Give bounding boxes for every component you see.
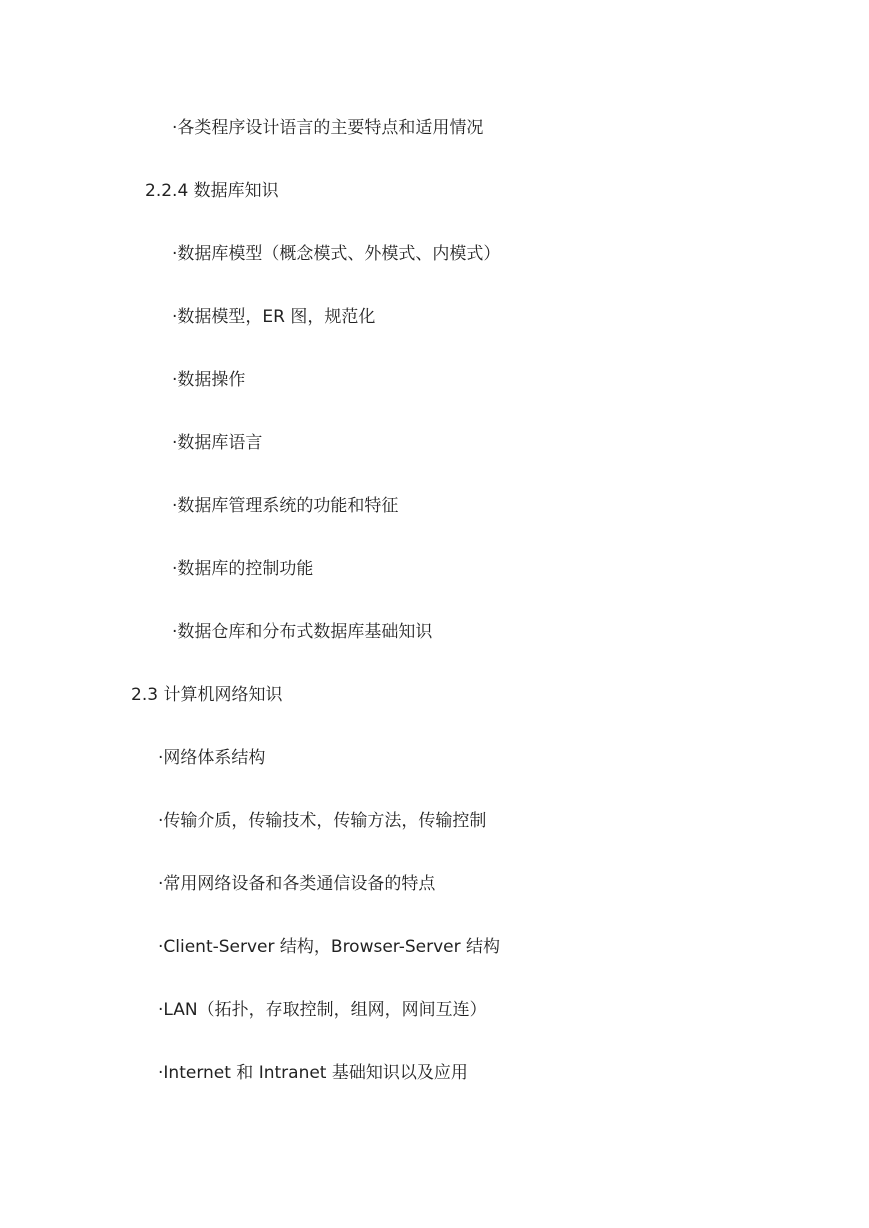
list-item: ·LAN（拓扑，存取控制，组网，网间互连） — [158, 1000, 487, 1020]
list-item: ·数据模型，ER 图，规范化 — [172, 307, 376, 327]
list-item: ·数据库模型（概念模式、外模式、内模式） — [172, 244, 501, 264]
list-item: ·Client-Server 结构，Browser-Server 结构 — [158, 937, 500, 957]
list-item: ·数据库的控制功能 — [172, 559, 314, 579]
list-item: ·各类程序设计语言的主要特点和适用情况 — [172, 118, 484, 138]
list-item: ·数据仓库和分布式数据库基础知识 — [172, 622, 433, 642]
list-item: ·数据库语言 — [172, 433, 263, 453]
list-item: ·传输介质，传输技术，传输方法，传输控制 — [158, 811, 487, 831]
section-heading: 2.3 计算机网络知识 — [131, 685, 283, 705]
section-heading: 2.2.4 数据库知识 — [145, 181, 279, 201]
list-item: ·网络体系结构 — [158, 748, 266, 768]
list-item: ·数据库管理系统的功能和特征 — [172, 496, 399, 516]
list-item: ·数据操作 — [172, 370, 246, 390]
list-item: ·Internet 和 Intranet 基础知识以及应用 — [158, 1063, 468, 1083]
list-item: ·常用网络设备和各类通信设备的特点 — [158, 874, 436, 894]
